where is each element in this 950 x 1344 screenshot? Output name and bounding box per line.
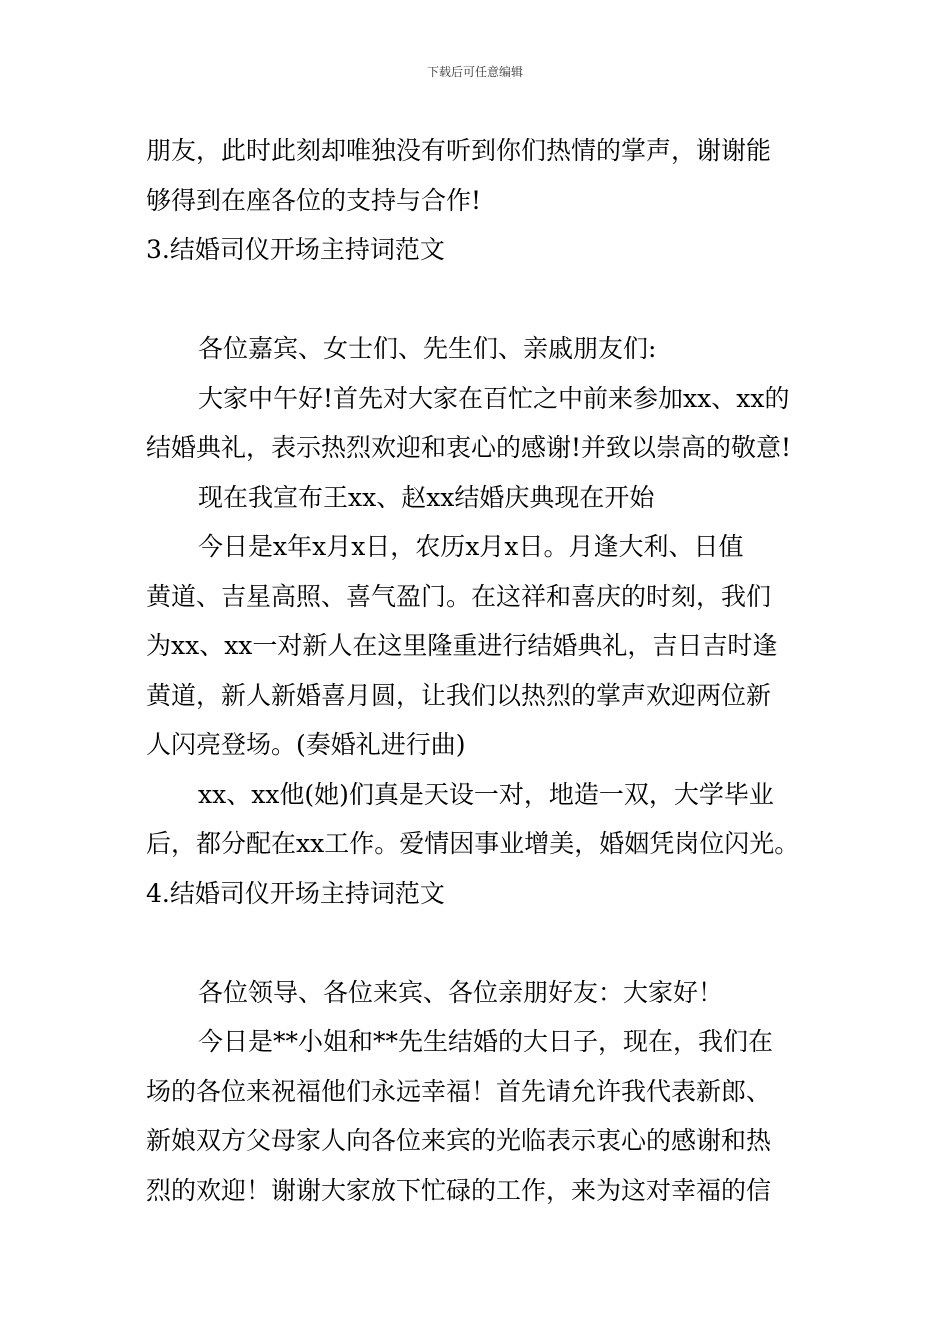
paragraph-line: 够得到在座各位的支持与合作! [146,185,482,215]
salutation-line: 各位领导、各位来宾、各位亲朋好友：大家好！ [198,977,724,1007]
page-header: 下载后可任意编辑 [426,65,523,79]
paragraph-line: 结婚典礼，表示热烈欢迎和衷心的感谢!并致以崇高的敬意! [146,433,792,462]
section-heading: 3.结婚司仪开场主持词范文 [146,235,445,264]
paragraph-line: 烈的欢迎！谢谢大家放下忙碌的工作，来为这对幸福的信 [146,1175,772,1205]
salutation-line: 各位嘉宾、女士们、先生们、亲戚朋友们: [198,334,657,363]
paragraph-line: 现在我宣布王xx、赵xx结婚庆典现在开始 [198,482,655,512]
paragraph-line: 人闪亮登场。(奏婚礼进行曲) [146,730,466,759]
paragraph-line: 新娘双方父母家人向各位来宾的光临表示衷心的感谢和热 [146,1126,772,1155]
paragraph-line: 今日是x年x月x日，农历x月x日。月逢大利、日值 [198,532,744,561]
paragraph-line: 后，都分配在xx工作。爱情因事业增美，婚姻凭岗位闪光。 [146,829,800,858]
paragraph-line: 黄道、吉星高照、喜气盈门。在这祥和喜庆的时刻，我们 [146,581,772,611]
paragraph-line: 朋友，此时此刻却唯独没有听到你们热情的掌声，谢谢能 [146,136,772,165]
paragraph-line: 大家中午好!首先对大家在百忙之中前来参加xx、xx的 [198,383,790,413]
paragraph-line: 场的各位来祝福他们永远幸福！首先请允许我代表新郎、 [146,1076,772,1106]
document-body [146,126,810,1215]
section-heading: 4.结婚司仪开场主持词范文 [146,878,445,908]
paragraph-line: 为xx、xx一对新人在这里隆重进行结婚典礼，吉日吉时逢 [146,631,778,660]
paragraph-line: xx、xx他(她)们真是天设一对，地造一双，大学毕业 [198,779,774,809]
paragraph-line: 黄道，新人新婚喜月圆，让我们以热烈的掌声欢迎两位新 [146,680,772,710]
blank-line [146,918,810,968]
blank-line [146,275,810,325]
paragraph-line: 今日是**小姐和**先生结婚的大日子，现在，我们在 [198,1027,774,1056]
